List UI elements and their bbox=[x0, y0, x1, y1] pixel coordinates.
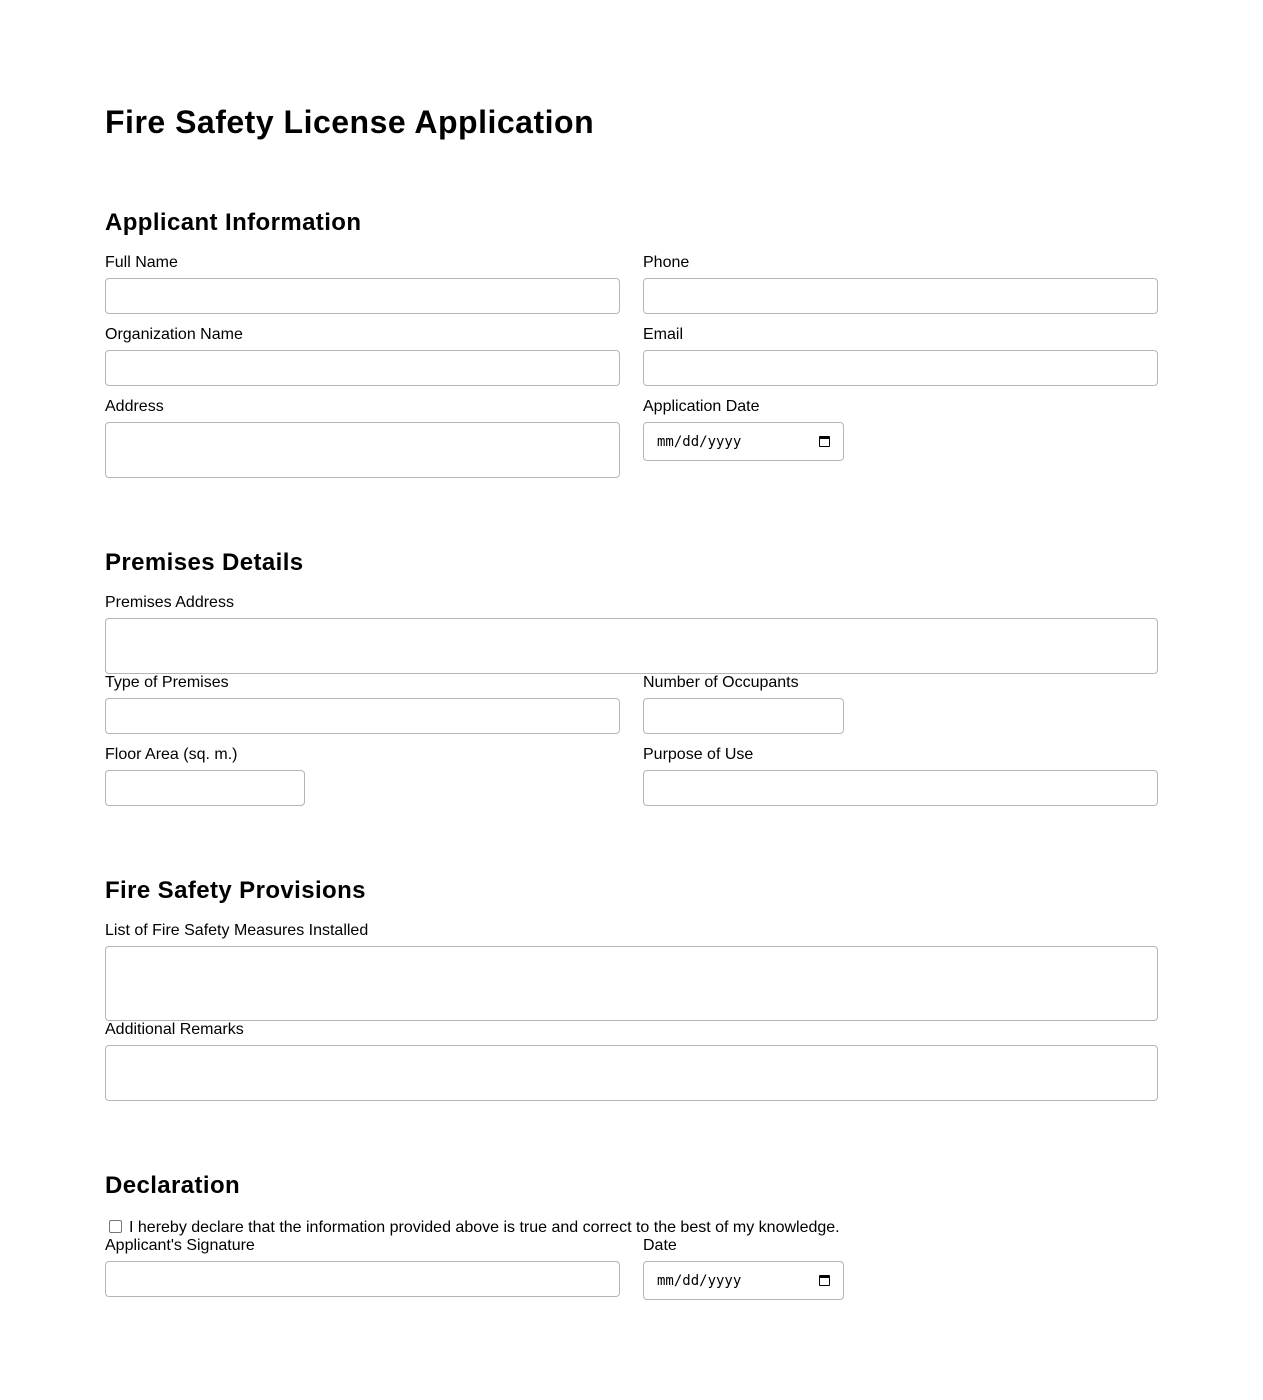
calendar-icon[interactable] bbox=[819, 436, 830, 447]
full-name-input[interactable] bbox=[105, 278, 620, 314]
fire-safety-measures-label: List of Fire Safety Measures Installed bbox=[105, 922, 369, 939]
address-textarea[interactable] bbox=[105, 422, 620, 478]
calendar-icon[interactable] bbox=[819, 1275, 830, 1286]
section-heading-declaration: Declaration bbox=[105, 1172, 241, 1199]
declaration-date-input[interactable] bbox=[643, 1261, 844, 1300]
email-input[interactable] bbox=[643, 350, 1158, 386]
additional-remarks-label: Additional Remarks bbox=[105, 1021, 244, 1038]
section-heading-provisions: Fire Safety Provisions bbox=[105, 877, 366, 904]
number-of-occupants-input[interactable] bbox=[643, 698, 844, 734]
type-of-premises-label: Type of Premises bbox=[105, 674, 229, 691]
number-of-occupants-label: Number of Occupants bbox=[643, 674, 799, 691]
declaration-checkbox[interactable] bbox=[109, 1220, 122, 1233]
signature-input[interactable] bbox=[105, 1261, 620, 1297]
email-label: Email bbox=[643, 326, 684, 343]
application-date-input[interactable] bbox=[643, 422, 844, 461]
floor-area-label: Floor Area (sq. m.) bbox=[105, 746, 238, 763]
floor-area-input[interactable] bbox=[105, 770, 305, 806]
purpose-of-use-input[interactable] bbox=[643, 770, 1158, 806]
section-heading-applicant: Applicant Information bbox=[105, 209, 362, 236]
signature-label: Applicant's Signature bbox=[105, 1237, 255, 1254]
declaration-date-placeholder: mm/dd/yyyy bbox=[657, 1272, 742, 1289]
type-of-premises-input[interactable] bbox=[105, 698, 620, 734]
phone-input[interactable] bbox=[643, 278, 1158, 314]
application-date-placeholder: mm/dd/yyyy bbox=[657, 433, 742, 450]
additional-remarks-textarea[interactable] bbox=[105, 1045, 1158, 1101]
fire-safety-measures-textarea[interactable] bbox=[105, 946, 1158, 1021]
phone-label: Phone bbox=[643, 254, 690, 271]
organization-name-input[interactable] bbox=[105, 350, 620, 386]
declaration-date-label: Date bbox=[643, 1237, 677, 1254]
declaration-checkbox-label[interactable]: I hereby declare that the information provided above is true and correct to the best of my knowledge. bbox=[129, 1219, 840, 1236]
page-title: Fire Safety License Application bbox=[105, 104, 595, 140]
premises-address-label: Premises Address bbox=[105, 594, 234, 611]
purpose-of-use-label: Purpose of Use bbox=[643, 746, 754, 763]
section-heading-premises: Premises Details bbox=[105, 549, 304, 576]
application-date-label: Application Date bbox=[643, 398, 760, 415]
premises-address-textarea[interactable] bbox=[105, 618, 1158, 674]
address-label: Address bbox=[105, 398, 164, 415]
organization-name-label: Organization Name bbox=[105, 326, 243, 343]
full-name-label: Full Name bbox=[105, 254, 178, 271]
